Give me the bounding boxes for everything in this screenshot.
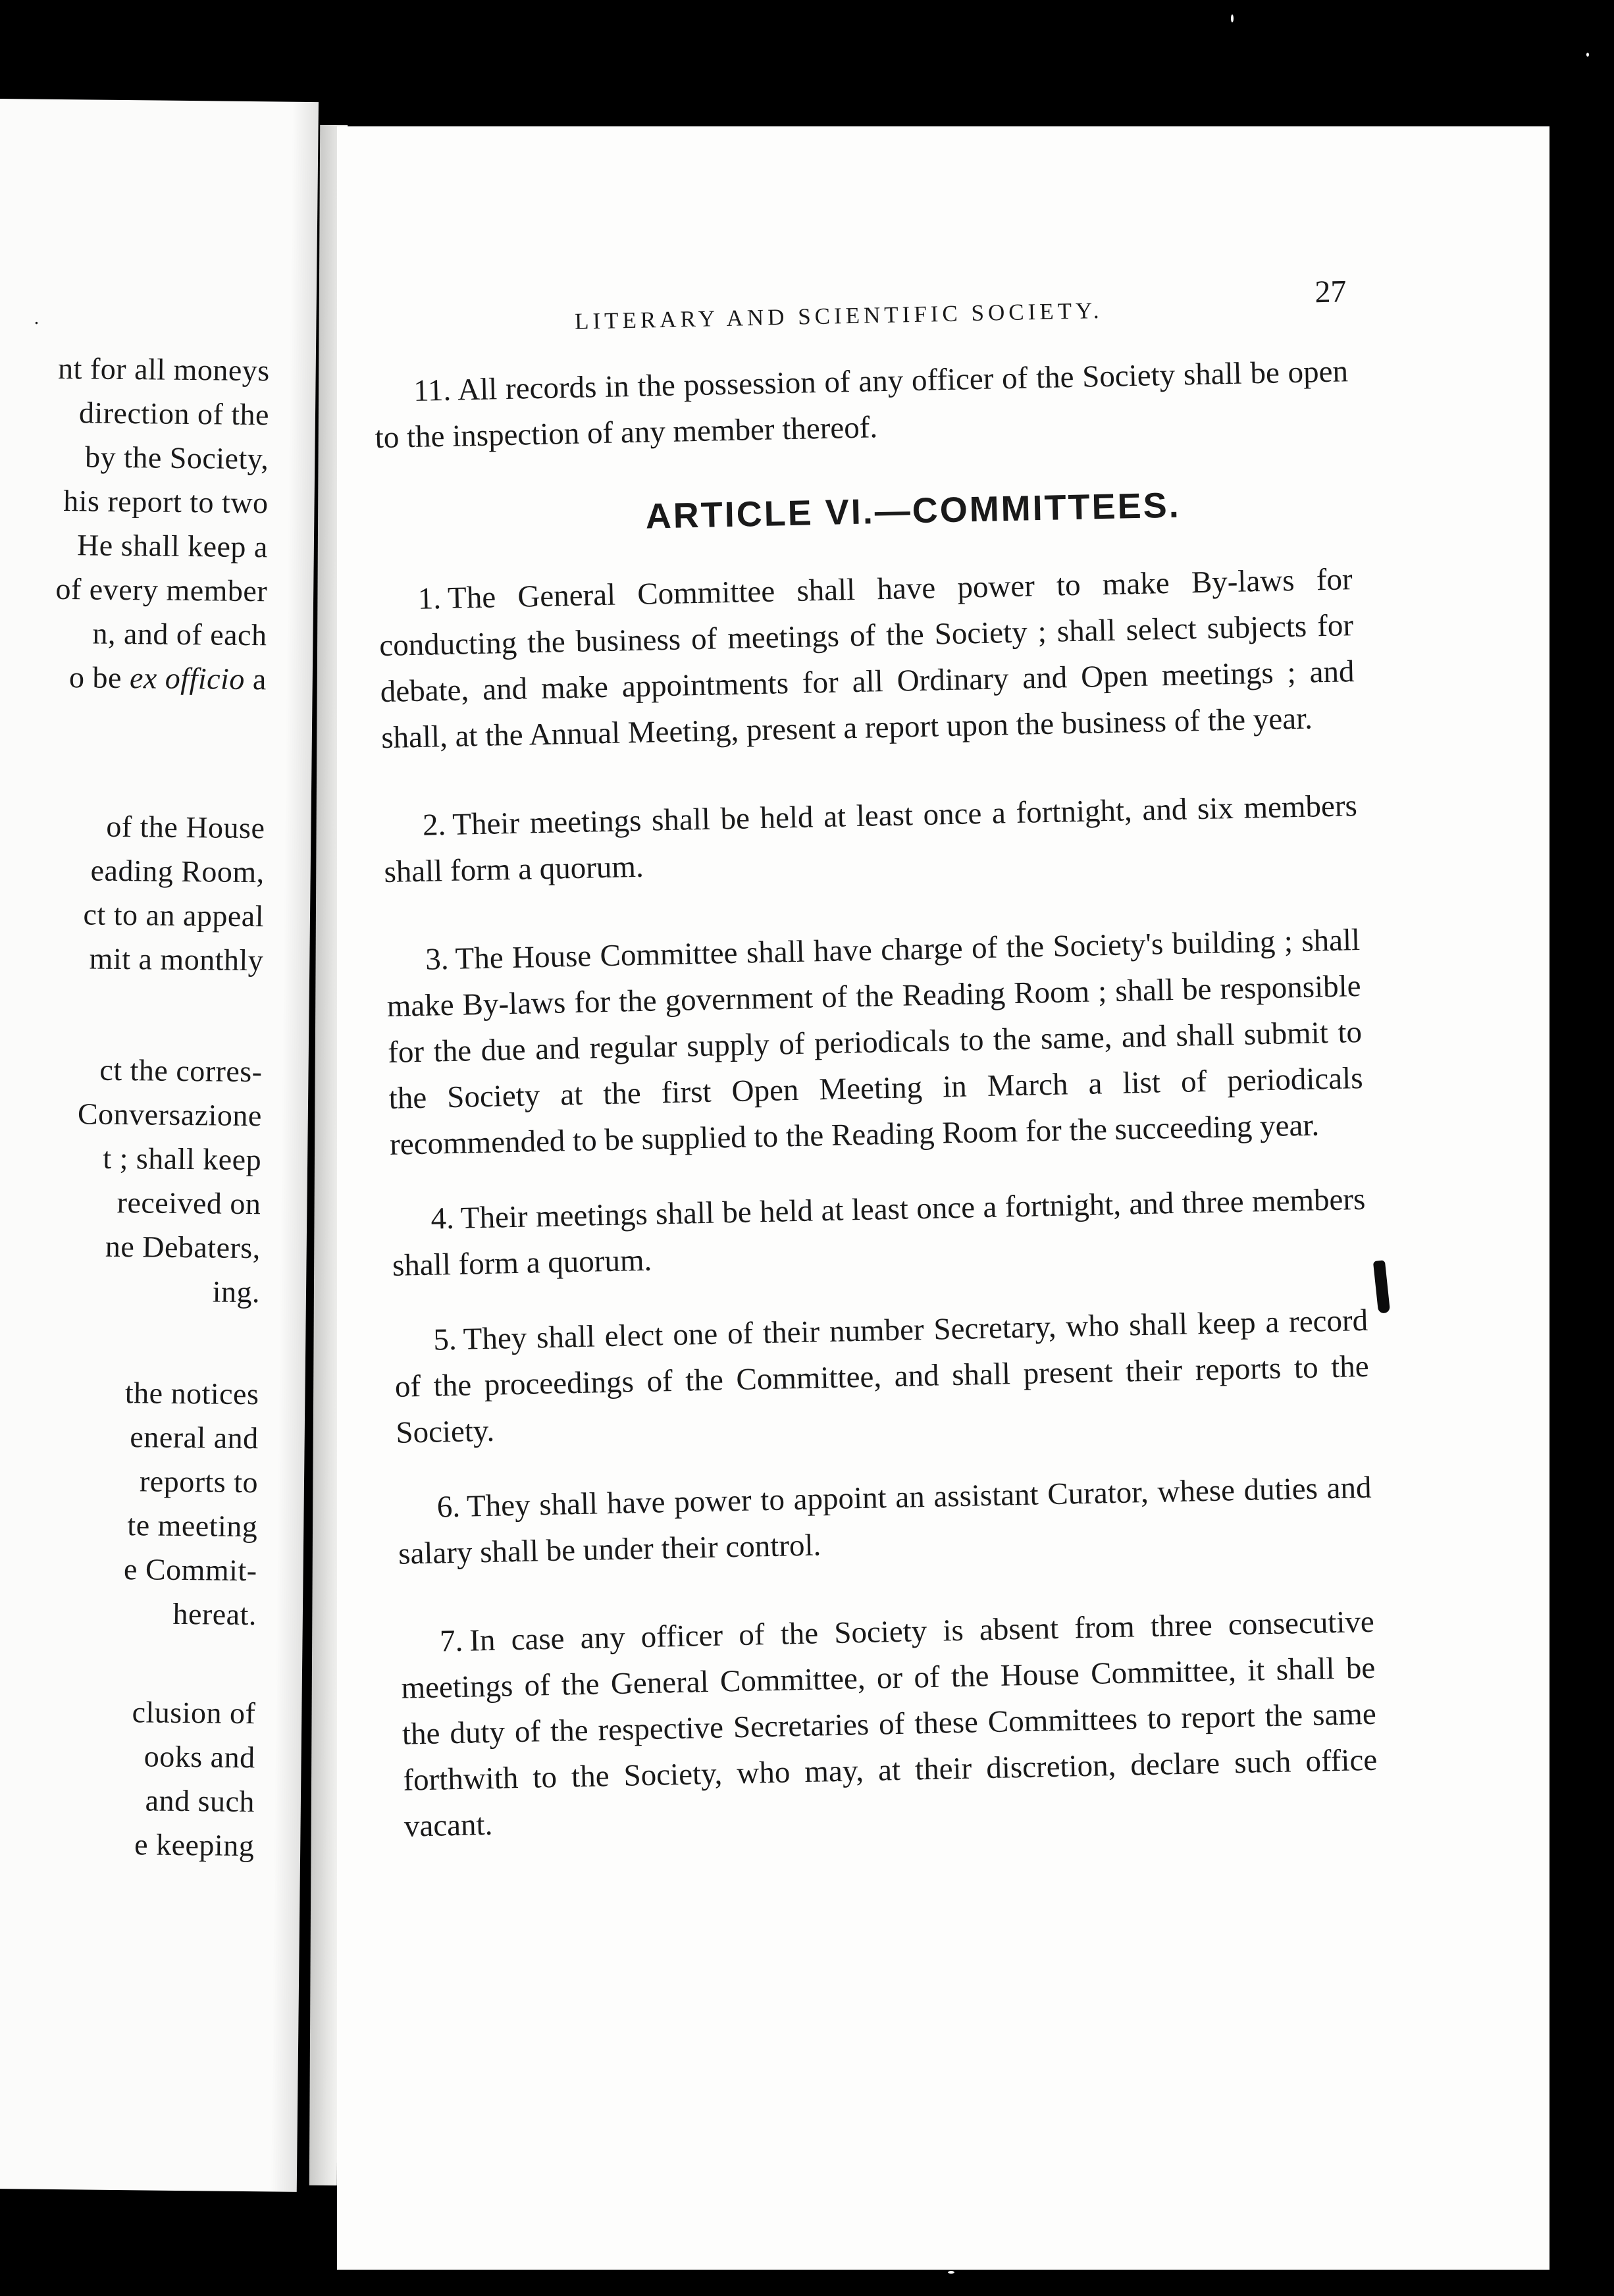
- left-line: received on: [117, 1185, 261, 1221]
- left-text-block-3: [0, 1047, 263, 1314]
- left-line: [0, 654, 267, 701]
- left-line: eading Room,: [90, 853, 265, 889]
- left-text-block-4: [0, 1369, 259, 1636]
- left-line: e Commit-: [123, 1552, 257, 1588]
- article-paragraph-1: [378, 556, 1356, 761]
- paragraph-number: 11.: [413, 373, 452, 408]
- left-line: by the Society,: [84, 440, 269, 476]
- left-line-text: o be: [68, 660, 122, 694]
- left-line: ne Debaters,: [105, 1229, 261, 1265]
- left-line: and such: [145, 1783, 255, 1819]
- left-line: direction of the: [78, 396, 270, 432]
- left-line-tail: a: [252, 662, 267, 696]
- article-paragraph-5: [394, 1297, 1370, 1456]
- left-line: mit a monthly: [89, 941, 264, 978]
- paragraph-number: 5.: [432, 1322, 457, 1357]
- running-head: LITERARY AND SCIENTIFIC SOCIETY.: [574, 297, 1103, 334]
- left-line: te meeting: [127, 1508, 258, 1544]
- paragraph-number: 2.: [422, 808, 446, 843]
- dust-speck: [1231, 14, 1234, 22]
- left-line: ct to an appeal: [83, 897, 265, 933]
- left-line: e keeping: [134, 1827, 255, 1863]
- article-paragraph-6: [397, 1465, 1373, 1577]
- right-page: [337, 126, 1549, 2270]
- left-line: ooks and: [143, 1739, 255, 1775]
- left-line: clusion of: [132, 1695, 256, 1731]
- section-11-paragraph: [374, 348, 1350, 461]
- page-number: 27: [1314, 274, 1347, 310]
- left-text-block-5: [0, 1688, 256, 1867]
- left-text-block-2: [0, 803, 265, 982]
- left-line: of the House: [106, 809, 265, 845]
- left-line: t ; shall keep: [103, 1141, 262, 1177]
- paragraph-number: 4.: [430, 1201, 455, 1236]
- left-line: ct the corres-: [99, 1053, 263, 1089]
- left-line: the notices: [124, 1376, 259, 1411]
- stray-dot: ·: [33, 312, 40, 334]
- paragraph-text: All records in the possession of any officer of the Society shall be open to the inspection of any member thereof.: [375, 354, 1349, 456]
- left-line: ing.: [212, 1274, 261, 1309]
- paragraph-text: Their meetings shall be held at least once a fortnight, and three members shall form a quorum.: [392, 1182, 1366, 1283]
- left-line: eneral and: [130, 1420, 259, 1455]
- ex-officio-italic: ex officio: [129, 661, 246, 696]
- left-line: of every member: [55, 571, 268, 608]
- paragraph-number: 1.: [417, 581, 442, 616]
- left-line: hereat.: [172, 1596, 257, 1632]
- left-line: nt for all moneys: [57, 351, 270, 388]
- dust-speck: [948, 2271, 954, 2274]
- left-line: He shall keep a: [76, 528, 269, 564]
- paragraph-text: The General Committee shall have power to make By-laws for conducting the business of meetings of the Society ; shall select subjects for debate, and make appointments for all Ordinary and Open meetings ; and shall, at the Annual Meeting, present a report upon the business of the year.: [378, 562, 1355, 756]
- article-paragraph-2: [382, 783, 1359, 895]
- paragraph-text: In case any officer of the Society is absent from three consecutive meetings of the General Committee, or of the House Committee, it shall be the duty of the respective Secretaries of these Committees to report the same forthwith to the Society, who may, at their discretion, declare such office vacant.: [400, 1604, 1378, 1844]
- left-line: Conversazione: [77, 1097, 263, 1133]
- left-page-fragment: [0, 99, 319, 2192]
- article-paragraph-4: [391, 1176, 1367, 1289]
- article-paragraph-7: [400, 1599, 1378, 1850]
- left-line: his report to two: [63, 484, 269, 520]
- left-line: n, and of each: [92, 616, 267, 652]
- paragraph-text: They shall have power to appoint an assistant Curator, whese duties and salary shall be under their control.: [398, 1470, 1372, 1571]
- paragraph-number: 3.: [425, 942, 450, 977]
- dust-speck: [1586, 53, 1589, 57]
- paragraph-number: 7.: [439, 1623, 463, 1659]
- page-body: [374, 348, 1379, 1850]
- paragraph-text: Their meetings shall be held at least once a fortnight, and six members shall form a quorum.: [383, 789, 1358, 890]
- article-paragraph-3: [386, 917, 1365, 1168]
- article-heading: ARTICLE VI.—COMMITTEES.: [645, 485, 1182, 536]
- paragraph-number: 6.: [436, 1489, 461, 1525]
- paragraph-text: They shall elect one of their number Secretary, who shall keep a record of the proceedings of the Committee, and shall present their reports to the Society.: [394, 1303, 1370, 1450]
- left-text-block-1: [0, 346, 270, 701]
- left-line: reports to: [139, 1464, 259, 1500]
- right-page-content: [337, 126, 1549, 2270]
- paragraph-text: The House Committee shall have charge of the Society's building ; shall make By-laws for the government of the Reading Room ; shall be responsible for the due and regular supply of periodicals to the same, and shall submit to the Society at the first Open Meeting in March a list of periodicals recommended to be supplied to the Reading Room for the succeeding year.: [386, 923, 1363, 1162]
